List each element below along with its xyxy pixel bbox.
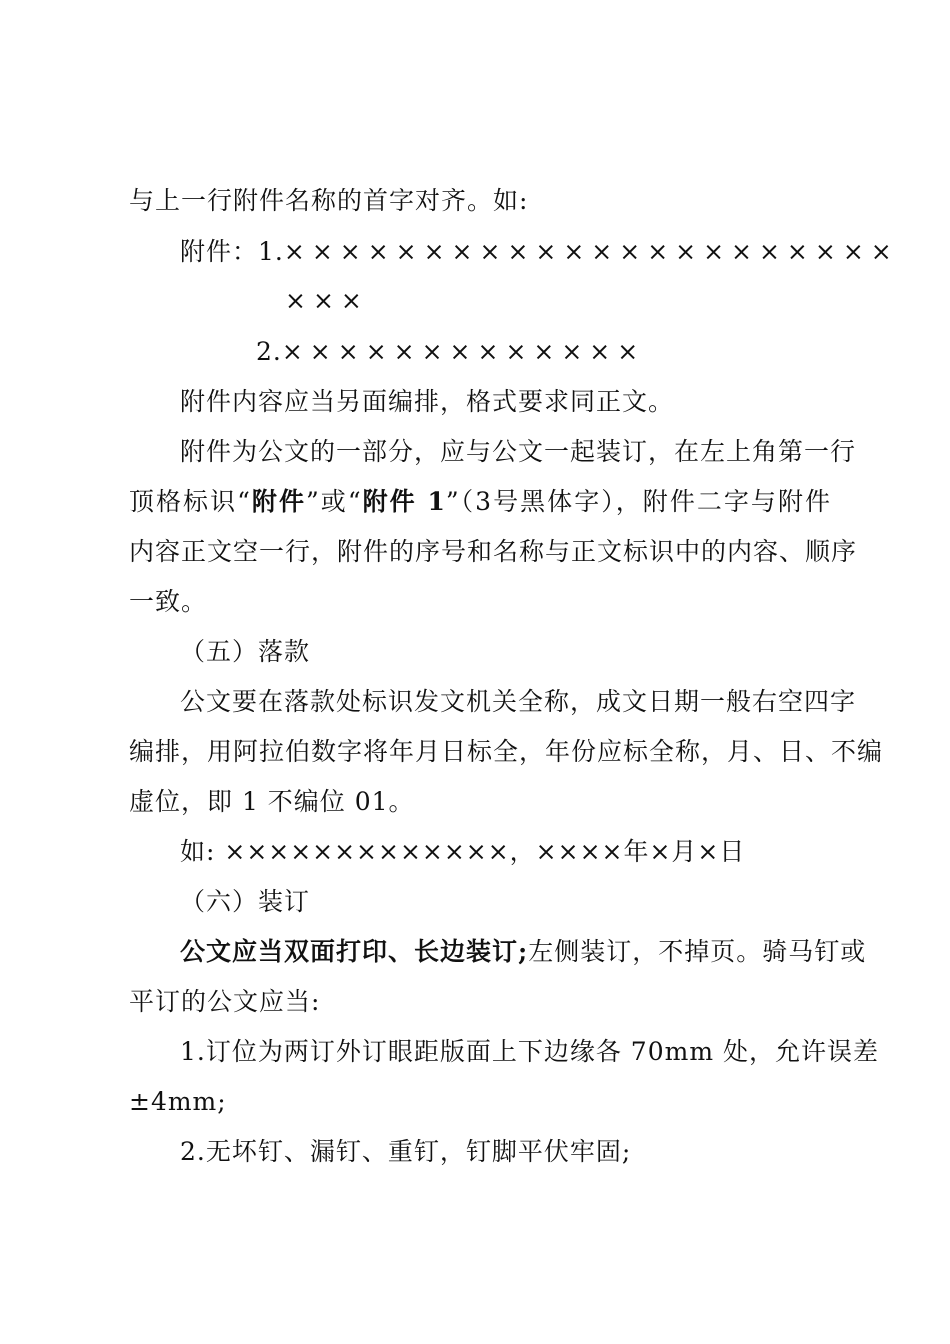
attachment-label: 附件：	[180, 237, 259, 266]
paragraph-line: 编排，用阿拉伯数字将年月日标全，年份应标全称，月、日、不编	[129, 737, 884, 766]
attachment-item-1-continuation: ×××	[285, 286, 369, 315]
attachment-item-1-name: ××××××××××××××××××××××	[283, 237, 899, 266]
paragraph: 2.无坏钉、漏钉、重钉，钉脚平伏牢固;	[180, 1137, 632, 1166]
section-heading: （六）装订	[180, 887, 311, 916]
text-span: ”（3号黑体字），附件二字与附件	[445, 487, 831, 516]
text-span: 顶格标识“	[129, 487, 251, 516]
text-span: 左侧装订，不掉页。骑马钉或	[528, 937, 867, 966]
attachment-example-line-2	[256, 337, 645, 367]
paragraph-line: 附件为公文的一部分，应与公文一起装订，在左上角第一行	[180, 437, 857, 466]
bold-text: 附件	[250, 487, 306, 516]
paragraph-line: 平订的公文应当:	[129, 987, 321, 1016]
attachment-item-1-number: 1.	[258, 237, 284, 266]
paragraph-line: 内容正文空一行，附件的序号和名称与正文标识中的内容、顺序	[129, 537, 858, 566]
paragraph: 如: ×××××××××××××，××××年×月×日	[180, 837, 746, 866]
paragraph-line: 公文要在落款处标识发文机关全称，成文日期一般右空四字	[180, 687, 857, 716]
paragraph-line: 1.订位为两订外订眼距版面上下边缘各 70mm 处，允许误差	[180, 1037, 879, 1066]
paragraph-line: ±4mm;	[129, 1087, 227, 1116]
attachment-item-2-number: 2.	[256, 337, 282, 366]
attachment-item-2-name: ×××××××××××××	[281, 337, 646, 366]
paragraph-line: 虚位，即 1 不编位 01。	[129, 787, 415, 816]
text-span: ”或“	[306, 487, 362, 516]
section-heading: （五）落款	[180, 637, 311, 666]
paragraph-line	[180, 937, 867, 967]
paragraph-line: 与上一行附件名称的首字对齐。如:	[129, 186, 529, 215]
paragraph: 附件内容应当另面编排，格式要求同正文。	[180, 387, 675, 416]
paragraph-line: 一致。	[129, 587, 208, 616]
attachment-example-line-1	[180, 237, 899, 267]
bold-text: 附件 1	[361, 487, 446, 516]
paragraph-line	[129, 487, 831, 517]
bold-text: 公文应当双面打印、长边装订;	[180, 937, 529, 966]
